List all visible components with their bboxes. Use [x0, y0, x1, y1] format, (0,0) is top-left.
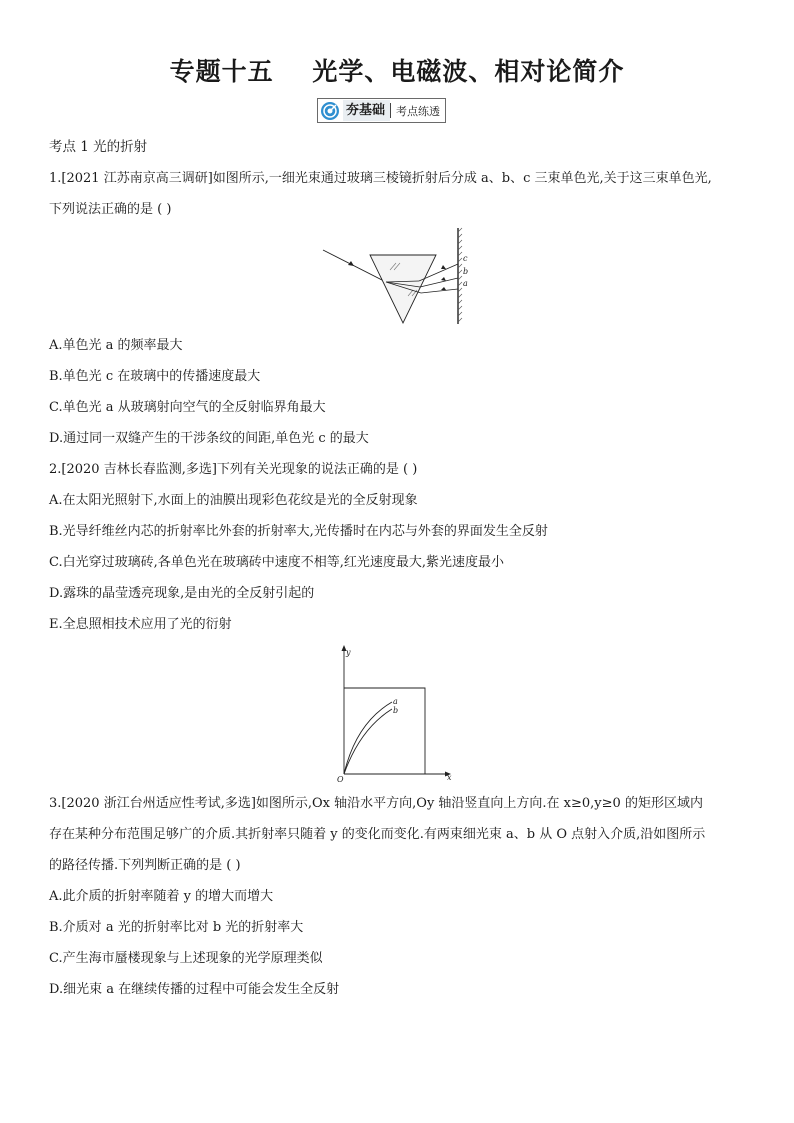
section-badge [317, 98, 446, 123]
medium-figure [332, 643, 456, 783]
q2-option-b: B.光导纤维丝内芯的折射率比外套的折射率大,光传播时在内芯与外套的界面发生全反射 [49, 524, 548, 539]
q3-option-c: C.产生海市蜃楼现象与上述现象的光学原理类似 [49, 951, 323, 966]
prism-figure [318, 226, 478, 326]
glass-prism [370, 255, 436, 323]
q2-option-c: C.白光穿过玻璃砖,各单色光在玻璃砖中速度不相等,红光速度最大,紫光速度最小 [49, 555, 505, 570]
ray-path-a [344, 702, 392, 774]
q1-stem-line1: 1.[2021 江苏南京高三调研]如图所示,一细光束通过玻璃三棱镜折射后分成 a、b、c 三束单色光,关于这三束单色光, [49, 171, 712, 186]
q1-option-b: B.单色光 c 在玻璃中的传播速度最大 [49, 369, 261, 384]
q2-option-a: A.在太阳光照射下,水面上的油膜出现彩色花纹是光的全反射现象 [49, 493, 418, 508]
q3-option-b: B.介质对 a 光的折射率比对 b 光的折射率大 [49, 920, 304, 935]
ray-label-b: b [463, 267, 469, 276]
ray-label-c: c [463, 254, 468, 263]
q2-stem: 2.[2020 吉林长春监测,多选]下列有关光现象的说法正确的是 ( ) [49, 462, 418, 477]
medium-region [344, 688, 425, 774]
curve-label-b: b [393, 706, 399, 715]
ray-path-b [344, 709, 392, 774]
page-title: 专题十五 光学、电磁波、相对论简介 [169, 57, 625, 86]
curve-label-a: a [393, 697, 398, 706]
q2-option-e: E.全息照相技术应用了光的衍射 [49, 617, 232, 632]
q3-stem-line3: 的路径传播.下列判断正确的是 ( ) [49, 858, 241, 873]
ray-arrows [441, 265, 446, 290]
q2-option-d: D.露珠的晶莹透亮现象,是由光的全反射引起的 [49, 586, 315, 601]
q3-option-d: D.细光束 a 在继续传播的过程中可能会发生全反射 [49, 982, 340, 997]
origin-label: O [337, 775, 344, 783]
q1-option-c: C.单色光 a 从玻璃射向空气的全反射临界角最大 [49, 400, 326, 415]
badge-main-label: 夯基础 [343, 100, 390, 121]
x-axis-label: x [447, 773, 452, 782]
target-icon [320, 101, 340, 121]
q3-option-a: A.此介质的折射率随着 y 的增大而增大 [49, 889, 274, 904]
ray-label-a: a [463, 279, 468, 288]
section-heading: 考点 1 光的折射 [49, 139, 148, 155]
badge-sub-label: 考点练透 [396, 104, 441, 118]
q1-option-a: A.单色光 a 的频率最大 [49, 338, 183, 353]
q3-stem-line1: 3.[2020 浙江台州适应性考试,多选]如图所示,Ox 轴沿水平方向,Oy 轴沿竖直向上方向.在 x≥0,y≥0 的矩形区域内 [49, 796, 703, 811]
q1-option-d: D.通过同一双缝产生的干涉条纹的间距,单色光 c 的最大 [49, 431, 369, 446]
y-axis-label: y [346, 648, 351, 657]
q3-stem-line2: 存在某种分布范围足够广的介质.其折射率只随着 y 的变化而变化.有两束细光束 a、b 从 O 点射入介质,沿如图所示 [49, 827, 706, 842]
q1-stem-line2: 下列说法正确的是 ( ) [49, 202, 172, 217]
